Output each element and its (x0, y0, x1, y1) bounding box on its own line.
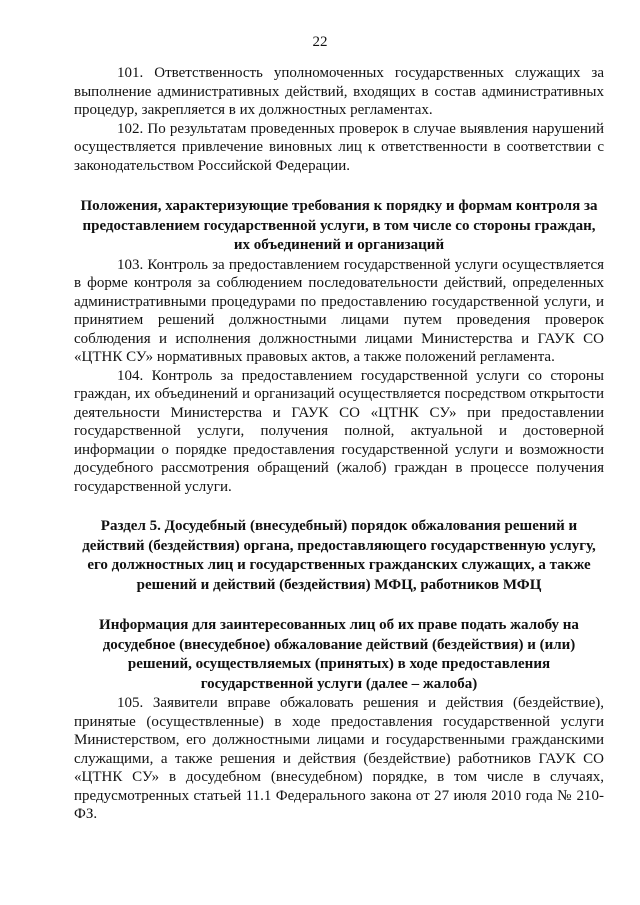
heading-control-requirements: Положения, характеризующие требования к порядку и формам контроля за предоставлением государственной услуги, в том числе со стороны граждан, их объединений и организаций (80, 198, 598, 253)
paragraph-103: 103. Контроль за предоставлением государственной услуги осуществляется в форме контроля за соблюдением последовательности действий, определенных административными процедурами по предоставлению государственной услуги, и принятием решений должностными лицами путем проведения проверок соблюдения и исполнения должностными лицами Министерства и ГАУК СО «ЦТНК СУ» нормативных правовых актов, а также положений регламента. (74, 256, 604, 365)
paragraph-104: 104. Контроль за предоставлением государственной услуги со стороны граждан, их объединений и организаций осуществляется посредством открытости деятельности Министерства и ГАУК СО «ЦТНК СУ» при предоставлении государственной услуги, получения полной, актуальной и достоверной информации о порядке предоставления государственной услуги и возможности досудебного рассмотрения обращений (жалоб) граждан в процессе получения государственной услуги. (74, 367, 604, 495)
page-number: 22 (312, 34, 328, 50)
paragraph-101: 101. Ответственность уполномоченных государственных служащих за выполнение административных действий, входящих в состав административных процедур, закрепляется в их должностных регламентах. (74, 65, 604, 118)
document-body (74, 64, 604, 824)
heading-complaint-info: Информация для заинтересованных лиц об их праве подать жалобу на досудебное (внесудебное) обжалование действий (бездействия) и (или) решений, осуществляемых (принятых) в ходе предоставления государственной услуги (далее – жалоба) (99, 617, 579, 692)
heading-section-5: Раздел 5. Досудебный (внесудебный) порядок обжалования решений и действий (бездействия) органа, предоставляющего государственную услугу, его должностных лиц и государственных гражданских служащих, а также решений и действий (бездействия) МФЦ, работников МФЦ (82, 518, 596, 593)
paragraph-105: 105. Заявители вправе обжаловать решения и действия (бездействие), принятые (осуществленные) в ходе предоставления государственной услуги Министерством, его должностными лицами и государственными гражданскими служащими, а также решения и действия (бездействие) работников ГАУК СО «ЦТНК СУ» в досудебном (внесудебном) порядке, в том числе в случаях, предусмотренных статьей 11.1 Федерального закона от 27 июля 2010 года № 210-ФЗ. (74, 695, 604, 822)
paragraph-102: 102. По результатам проведенных проверок в случае выявления нарушений осуществляется привлечение виновных лиц к ответственности в соответствии с законодательством Российской Федерации. (74, 120, 604, 174)
